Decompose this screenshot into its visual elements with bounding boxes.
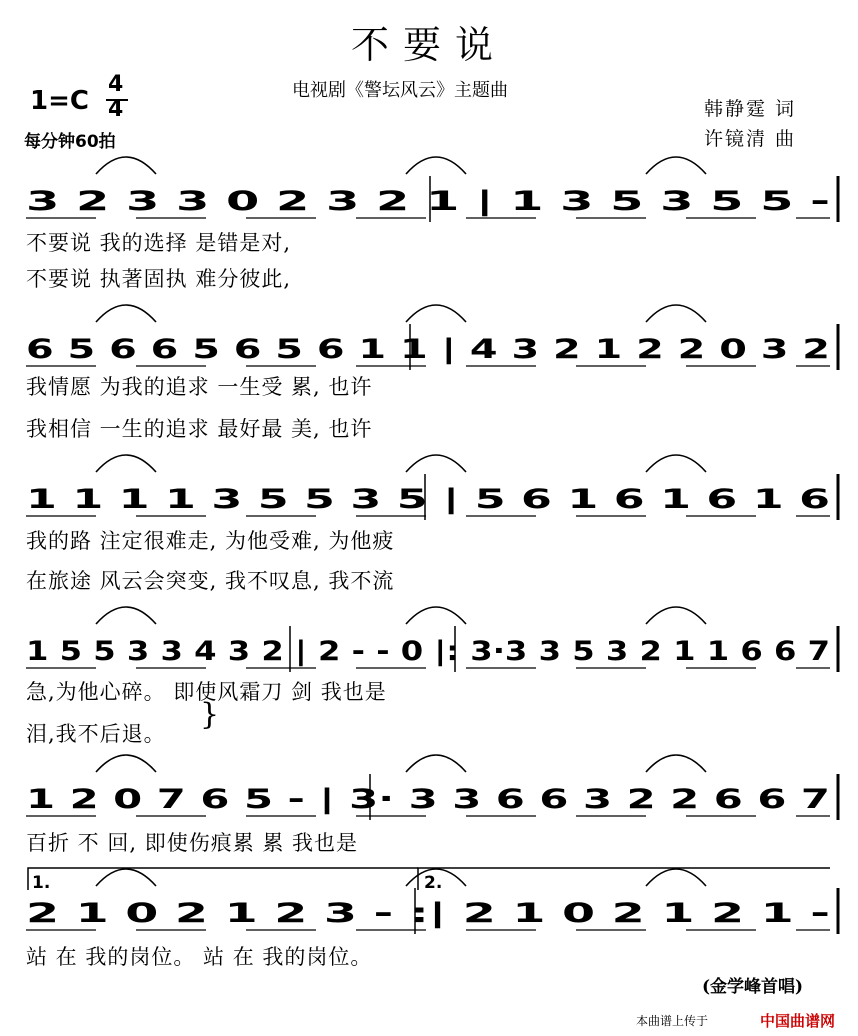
slur-arc <box>406 607 466 624</box>
slur-arc <box>406 455 466 472</box>
lyric-line-2-1: 我情愿 为我的追求 一生受 累, 也许 <box>26 375 373 399</box>
slur-arc <box>406 305 466 322</box>
slur-arc <box>406 755 466 772</box>
lyric-line-6-1: 站 在 我的岗位。 站 在 我的岗位。 <box>26 945 373 969</box>
notation-row-1: 3 2 3 3 0 2 3 2 1 | 1 3 5 3 5 5 - <box>26 186 830 217</box>
slur-arc <box>406 157 466 174</box>
source-note: 本曲谱上传于 <box>636 1014 709 1028</box>
lyric-line-3-2: 在旅途 风云会突变, 我不叹息, 我不流 <box>26 569 395 593</box>
time-signature-numerator: 4 <box>108 72 124 97</box>
slur-arc <box>96 607 156 624</box>
site-logo: 中国曲谱网 <box>760 1012 836 1030</box>
slur-arc <box>646 607 706 624</box>
slur-arc <box>96 755 156 772</box>
key-signature: 1=C <box>30 86 89 116</box>
composer-credit: 许镜清 曲 <box>704 128 797 150</box>
time-signature-denominator: 4 <box>108 97 124 122</box>
lyric-line-1-2: 不要说 执著固执 难分彼此, <box>26 267 292 291</box>
slur-arc <box>646 157 706 174</box>
notation-row-2: 6 5 6 6 5 6 5 6 1 1 | 4 3 2 1 2 2 0 3 2 <box>26 334 830 365</box>
slur-arc <box>646 755 706 772</box>
song-subtitle: 电视剧《警坛风云》主题曲 <box>292 80 508 101</box>
notation-row-4: 1 5 5 3 3 4 3 2 | 2 - - 0 |: 3·3 3 5 3 2 1 1 6 6 7 <box>26 636 830 667</box>
tempo-marking: 每分钟60拍 <box>24 132 116 152</box>
slur-arc <box>646 869 706 886</box>
lyric-line-5-1: 百折 不 回, 即使伤痕累 累 我也是 <box>26 831 359 855</box>
lyric-line-4-2: 泪,我不后退。 <box>26 722 166 746</box>
slur-arc <box>646 305 706 322</box>
lyric-line-2-2: 我相信 一生的追求 最好最 美, 也许 <box>26 417 373 441</box>
notation-row-6: 2 1 0 2 1 2 3 - :| 2 1 0 2 1 2 1 - <box>26 898 830 929</box>
slur-arc <box>96 455 156 472</box>
song-title: 不要说 <box>350 23 507 67</box>
slur-arc <box>96 869 156 886</box>
ending-1-label: 1. <box>32 873 51 893</box>
notation-row-5: 1 2 0 7 6 5 - | 3· 3 3 6 6 3 2 2 6 6 7 <box>26 784 830 815</box>
slur-arc <box>96 305 156 322</box>
volta-bracket-2 <box>418 868 830 890</box>
lyric-line-4-1: 急,为他心碎。 即使风霜刀 剑 我也是 <box>26 680 387 704</box>
ending-2-label: 2. <box>424 873 443 893</box>
lyricist-credit: 韩静霆 词 <box>704 98 797 120</box>
slur-arc <box>96 157 156 174</box>
volta-bracket-1 <box>28 868 418 890</box>
lyric-line-1-1: 不要说 我的选择 是错是对, <box>26 231 292 255</box>
singer-credit: (金学峰首唱) <box>702 977 804 997</box>
lyric-line-3-1: 我的路 注定很难走, 为他受难, 为他疲 <box>26 529 395 553</box>
notation-row-3: 1 1 1 1 3 5 5 3 5 | 5 6 1 6 1 6 1 6 <box>26 484 830 515</box>
lyric-brace: } <box>200 697 220 732</box>
slur-arc <box>646 455 706 472</box>
